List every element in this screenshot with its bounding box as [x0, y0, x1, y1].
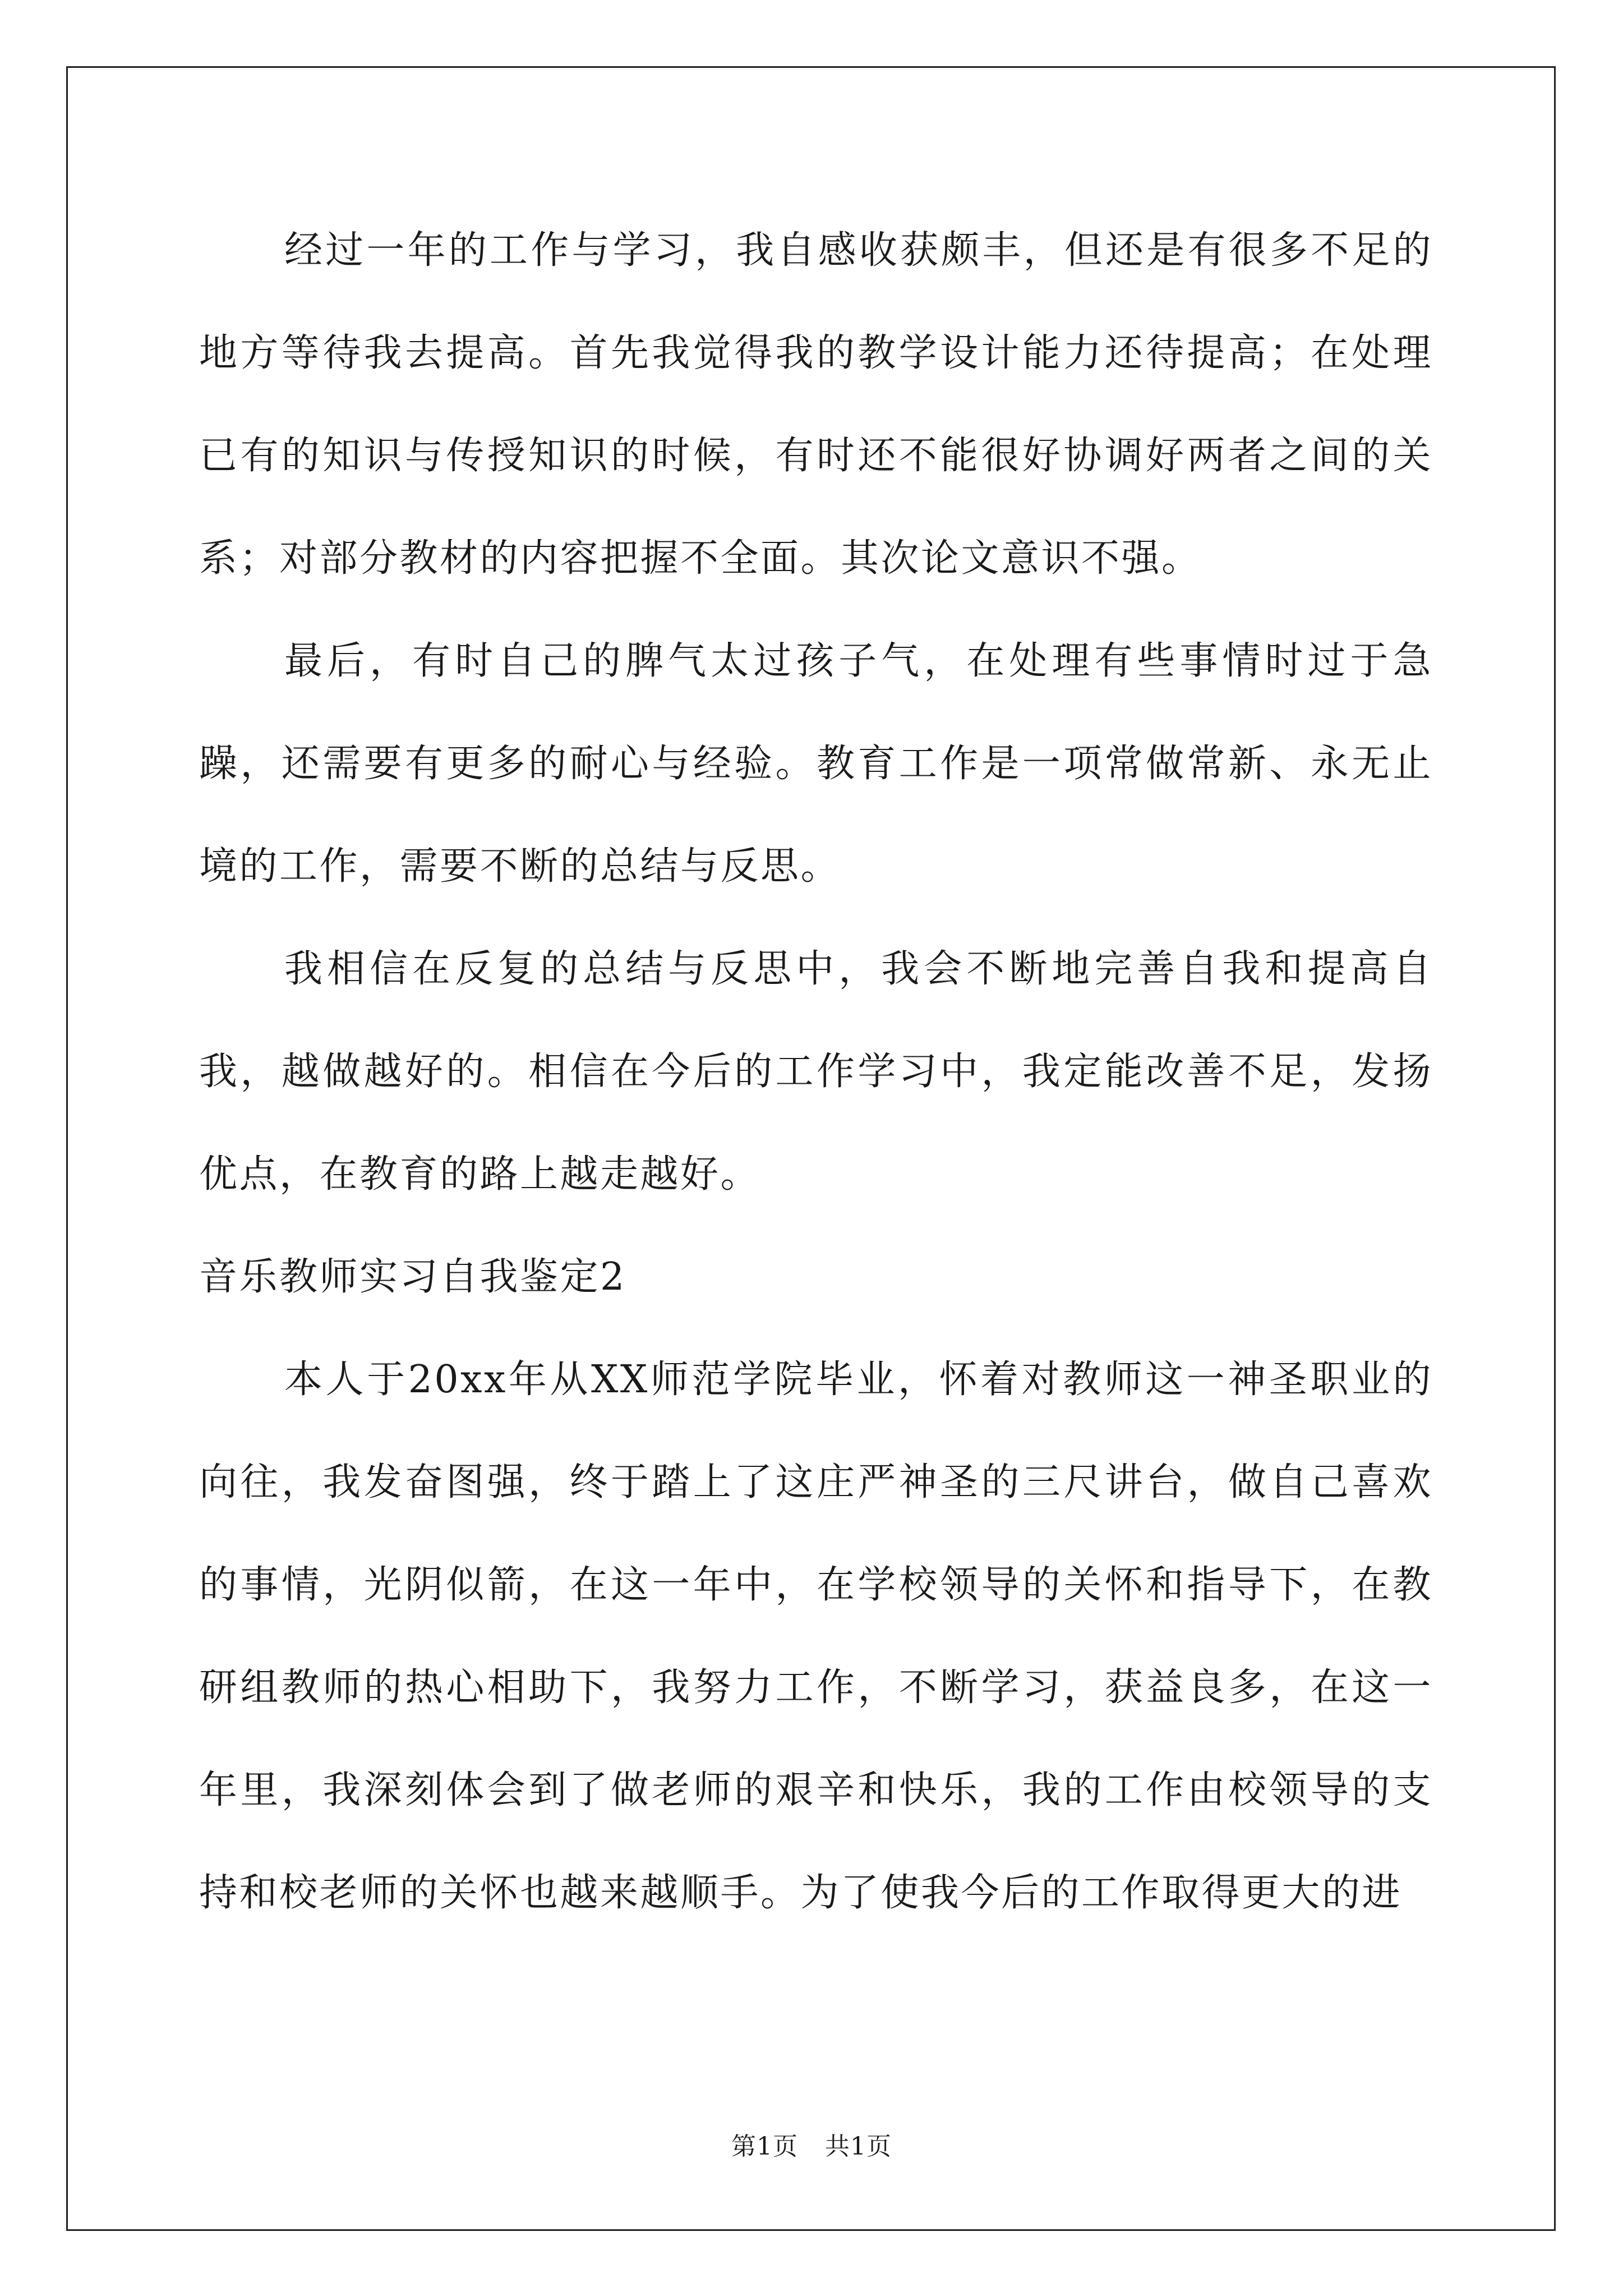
document-body [199, 199, 1433, 1944]
page-number-total: 共1页 [825, 2132, 892, 2161]
paragraph-4: 本人于20xx年从XX师范学院毕业，怀着对教师这一神圣职业的向往，我发奋图强，终于踏上了这庄严神圣的三尺讲台，做自己喜欢的事情，光阴似箭，在这一年中，在学校领导的关怀和指导下，在教研组教师的热心相助下，我努力工作，不断学习，获益良多，在这一年里，我深刻体会到了做老师的艰辛和快乐，我的工作由校领导的支持和校老师的关怀也越来越顺手。为了使我今后的工作取得更大的进 [199, 1358, 1433, 1915]
section-heading: 音乐教师实习自我鉴定2 [199, 1255, 626, 1299]
page-number-current: 第1页 [731, 2132, 798, 2161]
paragraph-1: 经过一年的工作与学习，我自感收获颇丰，但还是有很多不足的地方等待我去提高。首先我觉得我的教学设计能力还待提高；在处理已有的知识与传授知识的时候，有时还不能很好协调好两者之间的关系；对部分教材的内容把握不全面。其次论文意识不强。 [199, 228, 1433, 581]
page-footer [0, 2126, 1623, 2162]
paragraph-2: 最后，有时自己的脾气太过孩子气，在处理有些事情时过于急躁，还需要有更多的耐心与经验。教育工作是一项常做常新、永无止境的工作，需要不断的总结与反思。 [199, 639, 1433, 889]
paragraph-3: 我相信在反复的总结与反思中，我会不断地完善自我和提高自我，越做越好的。相信在今后的工作学习中，我定能改善不足，发扬优点，在教育的路上越走越好。 [199, 947, 1433, 1197]
